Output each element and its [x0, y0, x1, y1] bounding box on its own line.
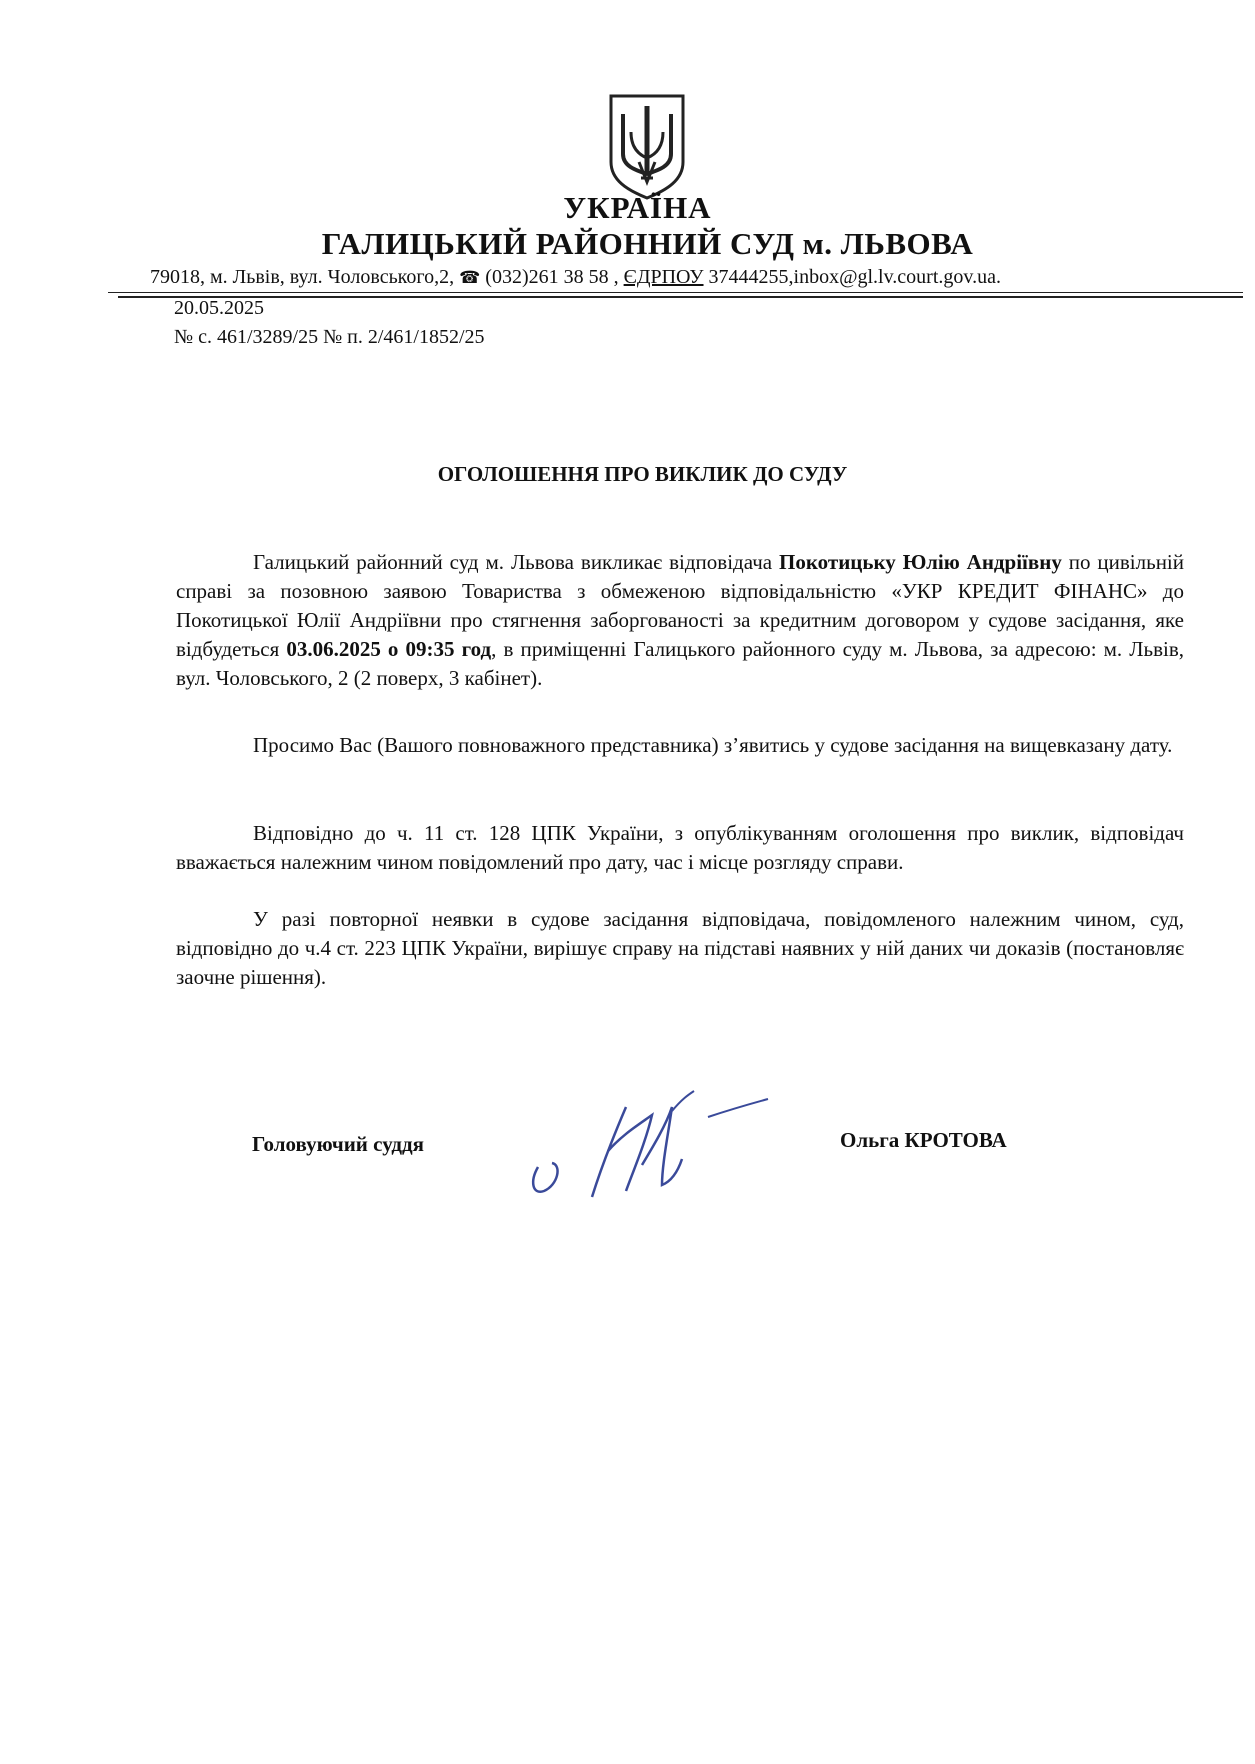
telephone-icon: ☎ [459, 268, 481, 287]
header-divider-thick [118, 296, 1243, 298]
summons-text-a: Галицький районний суд м. Львова викликає відповідача [253, 550, 779, 574]
header-contacts [150, 266, 1001, 289]
notice-text: Відповідно до ч. 11 ст. 128 ЦПК України, з опублікуванням оголошення про виклик, відповідач вважається належним чином повідомлений про дату, час і місце розгляду справи. [176, 821, 1184, 874]
paragraph-request [176, 731, 1184, 760]
handwritten-signature [522, 1085, 782, 1205]
default-text: У разі повторної неявки в судове засідання відповідача, повідомленого належним чином, суд, відповідно до ч.4 ст. 223 ЦПК України, вирішує справу на підставі наявних у ній даних чи доказів (постановляє заочне рішення). [176, 907, 1184, 989]
document-title: ОГОЛОШЕННЯ ПРО ВИКЛИК ДО СУДУ [437, 462, 848, 486]
header-country: УКРАЇНА [563, 190, 712, 225]
case-number: № с. 461/3289/25 № п. 2/461/1852/25 [174, 326, 485, 348]
signature-role: Головуючий суддя [252, 1132, 424, 1156]
edrpou-label: ЄДРПОУ [623, 266, 704, 288]
paragraph-summons [176, 548, 1184, 693]
court-phone: (032)261 38 58 , [485, 266, 619, 288]
edrpou-and-email: 37444255,inbox@gl.lv.court.gov.ua. [708, 266, 1001, 288]
court-address: 79018, м. Львів, вул. Чоловського,2, [150, 266, 455, 288]
signatory-name: Ольга КРОТОВА [840, 1128, 1007, 1152]
header-court-name: ГАЛИЦЬКИЙ РАЙОННИЙ СУД м. ЛЬВОВА [321, 226, 974, 261]
header-divider [108, 292, 1243, 293]
defendant-name: Покотицьку Юлію Андріївну [779, 550, 1062, 574]
hearing-datetime: 03.06.2025 о 09:35 год [286, 637, 492, 661]
coat-of-arms-emblem [607, 92, 687, 200]
request-text: Просимо Вас (Вашого повноважного представника) з’явитись у судове засідання на вищевказану дату. [253, 733, 1173, 757]
document-date: 20.05.2025 [174, 297, 264, 319]
paragraph-notice [176, 819, 1184, 877]
paragraph-default [176, 905, 1184, 992]
summons-text-b: по цивільній справі за позовною заявою Товариства з обмеженою відповідальністю «УКР КРЕДИТ ФІНАНС» до Покотицької Юлії Андріївни про стягнення заборгованості за кредитним договором у судове засідання, яке відбудеться [176, 550, 1185, 661]
summons-text-c: , в приміщенні Галицького районного суду м. Львова, за адресою: м. Львів, вул. Чоловського, 2 (2 поверх, 3 кабінет). [176, 637, 1184, 690]
